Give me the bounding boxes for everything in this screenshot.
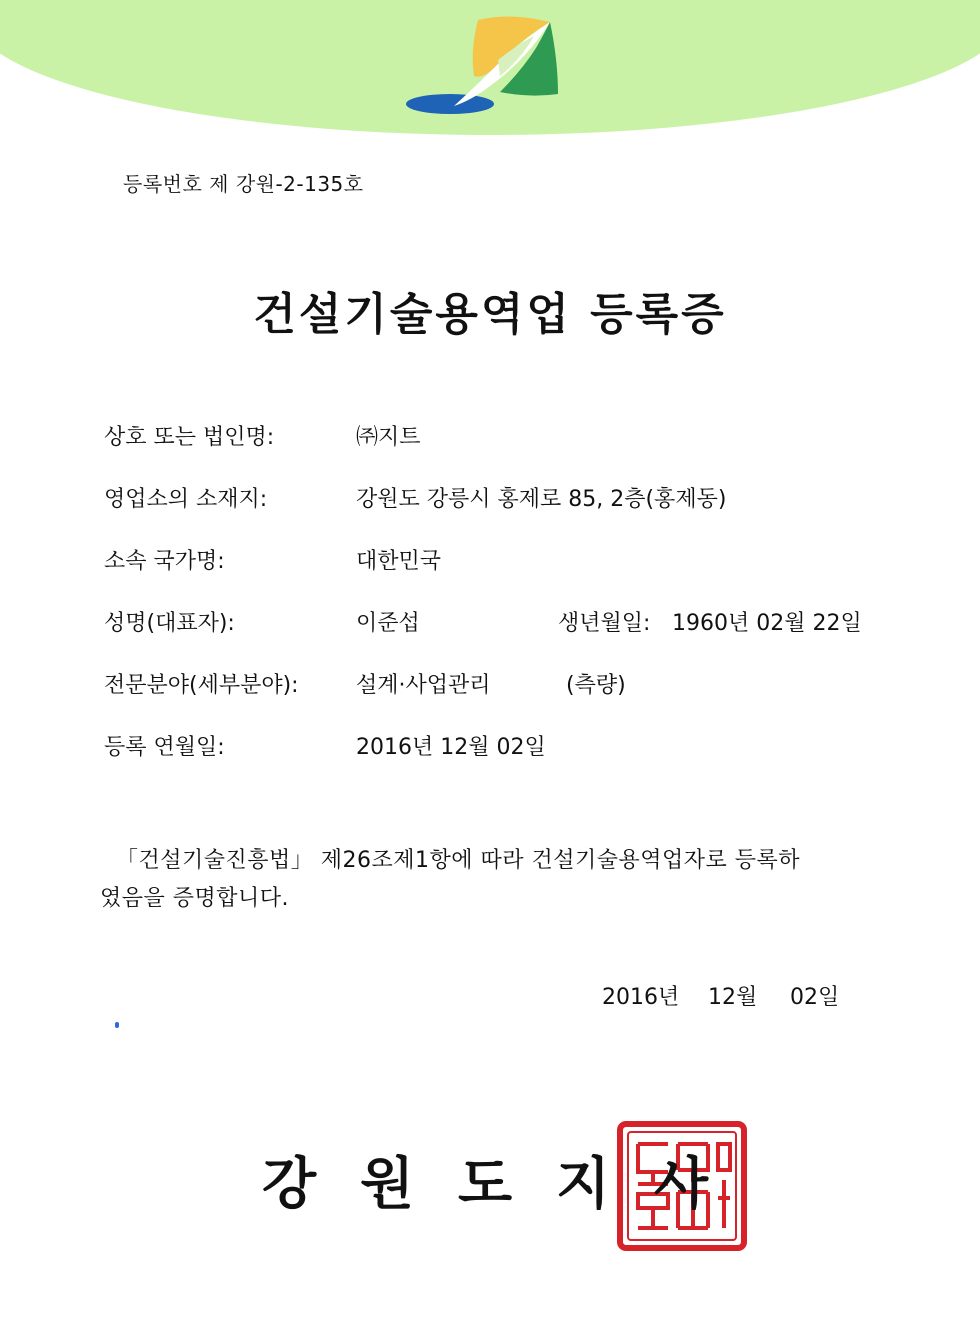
birth-date-value: 1960년 02월 22일 [672, 611, 862, 636]
specialty-value: 설계·사업관리 [356, 673, 491, 698]
certificate-title: 건설기술용역업 등록증 [253, 289, 727, 340]
issue-year: 2016년 [602, 985, 680, 1010]
issuer-char-5: 사 [654, 1151, 709, 1217]
registration-date-label: 등록 연월일: [104, 735, 225, 760]
ink-dot [115, 1022, 119, 1028]
statement [100, 842, 880, 918]
specialty-sub: (측량) [566, 673, 626, 698]
company-value: ㈜지트 [356, 425, 421, 450]
issue-month: 12월 [708, 985, 758, 1010]
representative-label: 성명(대표자): [104, 611, 235, 636]
address-label: 영업소의 소재지: [104, 487, 268, 512]
statement-line-2: 였음을 증명합니다. [100, 886, 290, 911]
registration-number: 등록번호 제 강원-2-135호 [123, 172, 364, 196]
issuer-char-3: 도 [458, 1151, 513, 1217]
issuer-char-4: 지 [556, 1151, 611, 1217]
specialty-label: 전문분야(세부분야): [104, 673, 299, 698]
birth-date-label: 생년월일: [558, 611, 651, 636]
issuer-char-1: 강 [262, 1151, 317, 1217]
country-label: 소속 국가명: [104, 549, 225, 574]
issue-day: 02일 [790, 985, 840, 1010]
issuer-char-2: 원 [360, 1151, 415, 1217]
registration-date-value: 2016년 12월 02일 [356, 735, 546, 760]
country-value: 대한민국 [356, 549, 442, 574]
gangwon-emblem-icon [400, 10, 570, 122]
address-value: 강원도 강릉시 홍제로 85, 2층(홍제동) [356, 487, 727, 512]
company-label: 상호 또는 법인명: [104, 425, 275, 450]
statement-line-1: 「건설기술진흥법」 제26조제1항에 따라 건설기술용역업자로 등록하 [116, 848, 801, 873]
representative-value: 이준섭 [356, 611, 420, 636]
